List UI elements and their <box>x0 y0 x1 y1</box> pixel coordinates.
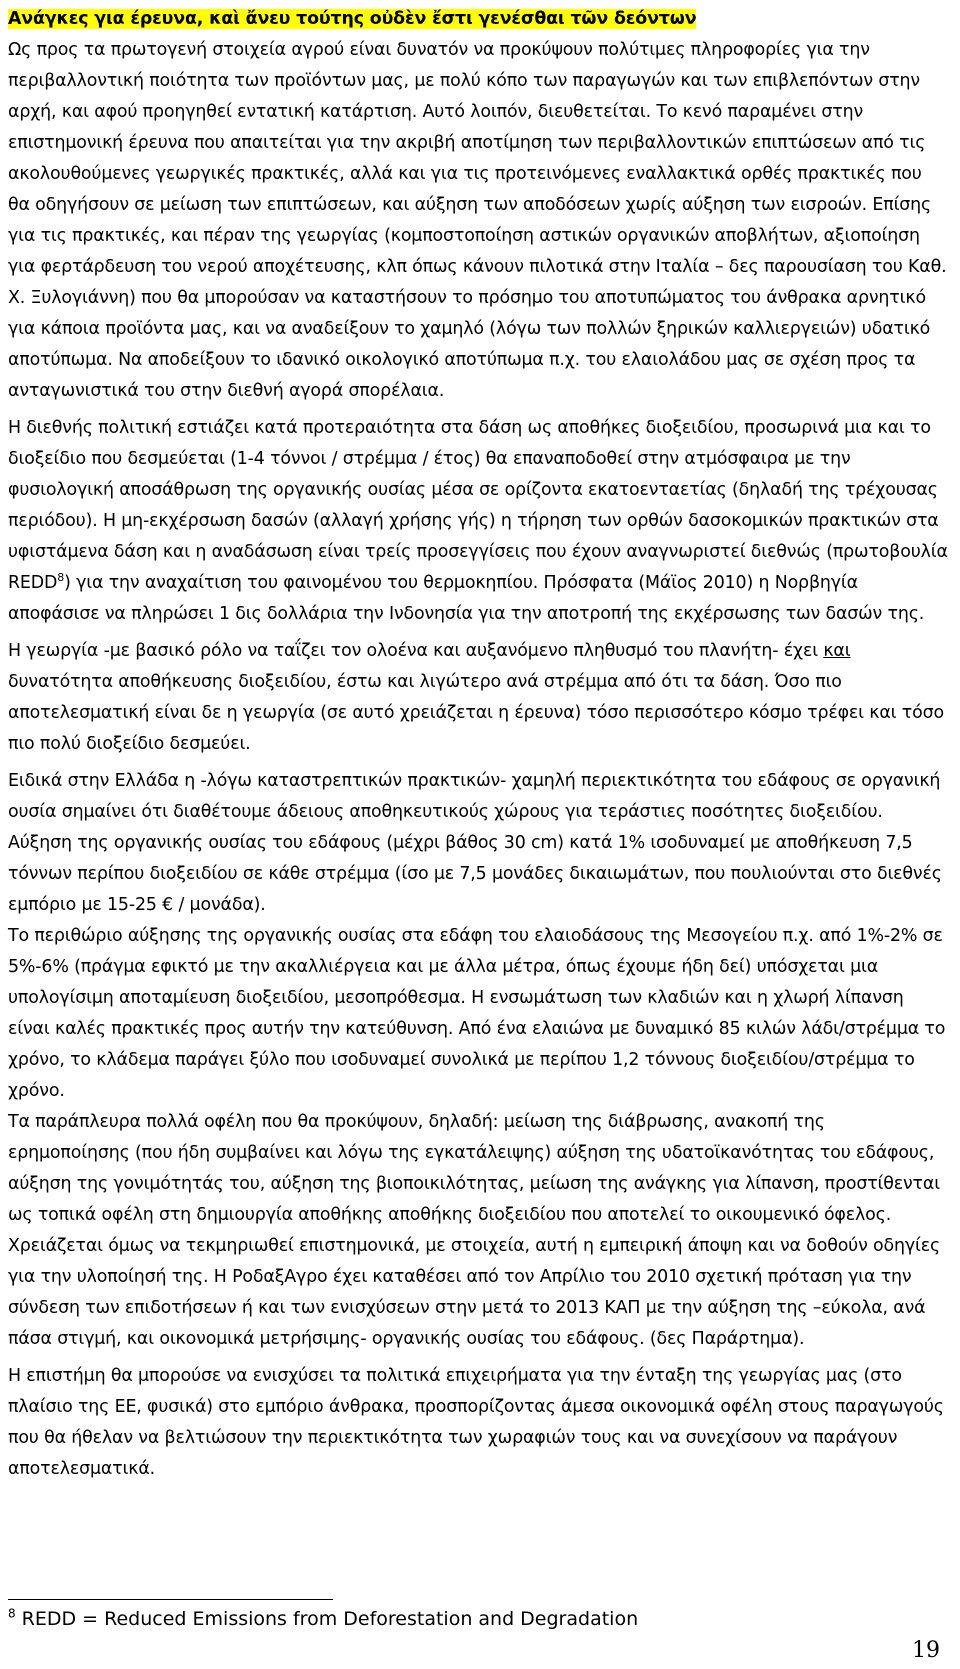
underlined-word: και <box>823 641 851 661</box>
section-heading-line <box>8 4 948 35</box>
footnote-text: REDD = Reduced Emissions from Deforestation and Degradation <box>15 1608 639 1630</box>
paragraph-agriculture-storage-part2: δυνατότητα αποθήκευσης διοξειδίου, έστω και λιγώτερο ανά στρέμμα από ότι τα δάση. Όσο πιο αποτελεσματική είναι δε η γεωργία (σε αυτό χρειάζεται η έρευνα) τόσο περισσότερο κόσμο τρέφει και τόσο πιο πολύ διοξείδιο δεσμεύει. <box>8 672 944 754</box>
page-number: 19 <box>912 1638 940 1663</box>
paragraph-forest-policy-part1: Η διεθνής πολιτική εστιάζει κατά προτεραιότητα στα δάση ως αποθήκες διοξειδίου, προσωρινά μια και το διοξείδιο που δεσμεύεται (1-4 τόννοι / στρέμμα / έτος) θα επαναποδοθεί στην ατμόσφαιρα με την φυσιολογική αποσάθρωση της οργανικής ουσίας μέσα σε ορίζοντα εκατοενταετίας (δηλαδή της τρέχουσας περιόδου). Η μη-εκχέρσωση δασών (αλλαγή χρήσης γής) η τήρηση των ορθών δασοκομικών πρακτικών στα υφιστάμενα δάση και η αναδάσωση είναι τρείς προσεγγίσεις που έχουν αναγνωριστεί διεθνώς (πρωτοβουλία REDD <box>8 418 948 593</box>
paragraph-forest-policy <box>8 413 948 630</box>
footnote-divider <box>8 1599 333 1600</box>
paragraph-side-benefits: Τα παράπλευρα πολλά οφέλη που θα προκύψουν, δηλαδή: μείωση της διάβρωσης, ανακοπή της ερημοποίησης (που ήδη συμβαίνει και λόγω της εγκατάλειψης) αύξηση της υδατοϊκανότητας του εδάφους, αύξηση της γονιμότητάς του, αύξηση της βιοποικιλότητας, μείωση της ανάγκης για λίπανση, προστίθενται ως τοπικά οφέλη στη δημιουργία αποθήκης αποθήκης διοξειδίου που αποτελεί το οικουμενικό όφελος. Χρειάζεται όμως να τεκμηριωθεί επιστημονικά, με στοιχεία, αυτή η εμπειρική άποψη και να δοθούν οδηγίες για την υλοποίησή της. Η ΡοδαξΑγρο έχει καταθέσει από τον Απρίλιο του 2010 σχετική πρόταση για την σύνδεση των επιδοτήσεων ή και των ενισχύσεων στην μετά το 2013 ΚΑΠ με την αύξηση της –εύκολα, ανά πάσα στιγμή, και οικονομικά μετρήσιμης- οργανικής ουσίας του εδάφους. (δες Παράρτημα). <box>8 1112 941 1349</box>
footnote-reference: 8 <box>57 571 65 585</box>
paragraph-forest-policy-part2: ) για την αναχαίτιση του φαινομένου του θερμοκηπίου. Πρόσφατα (Μάϊος 2010) η Νορβηγία αποφάσισε να πληρώσει 1 δις δολλάρια την Ινδονησία για την αποτροπή της εκχέρσωσης των δασών της. <box>8 573 925 624</box>
paragraph-olive-grove: Το περιθώριο αύξησης της οργανικής ουσίας στα εδάφη του ελαιοδάσους της Μεσογείου π.χ. από 1%-2% σε 5%-6% (πράγμα εφικτό με την ακαλλιέργεια και με άλλα μέτρα, όπως έχουμε ήδη δεί) υπόσχεται μια υπολογίσιμη αποταμίευση διοξειδίου, μεσοπρόθεσμα. Η ενσωμάτωση των κλαδιών και η χλωρή λίπανση είναι καλές πρακτικές προς αυτήν την κατεύθυνση. Από ένα ελαιώνα με δυναμικό 85 κιλών λάδι/στρέμμα το χρόνο, το κλάδεμα παράγει ξύλο που ισοδυναμεί συνολικά με περίπου 1,2 τόννους διοξειδίου/στρέμμα το χρόνο. <box>8 926 946 1101</box>
paragraph-greece-soil: Ειδικά στην Ελλάδα η -λόγω καταστρεπτικών πρακτικών- χαμηλή περιεκτικότητα του εδάφους σε οργανική ουσία σημαίνει ότι διαθέτουμε άδειους αποθηκευτικούς χώρους για τεράστιες ποσότητες διοξειδίου. Αύξηση της οργανικής ουσίας του εδάφους (μέχρι βάθος 30 cm) κατά 1% ισοδυναμεί με αποθήκευση 7,5 τόννων περίπου διοξειδίου σε κάθε στρέμμα (ίσο με 7,5 μονάδες δικαιωμάτων, που πουλιούνται στο διεθνές εμπόριο με 15-25 € / μονάδα). <box>8 771 942 915</box>
body-text <box>8 4 948 1485</box>
paragraph-research-gap: Ως προς τα πρωτογενή στοιχεία αγρού είναι δυνατόν να προκύψουν πολύτιμες πληροφορίες για την περιβαλλοντική ποιότητα των προϊόντων μας, με πολύ κόπο των παραγωγών και των επιβλεπόντων στην αρχή, και αφού προηγηθεί εντατική κατάρτιση. Αυτό λοιπόν, διευθετείται. Το κενό παραμένει στην επιστημονική έρευνα που απαιτείται για την ακριβή αποτίμηση των περιβαλλοντικών επιπτώσεων από τις ακολουθούμενες γεωργικές πρακτικές, αλλά και για τις προτεινόμενες εναλλακτικά ορθές πρακτικές που θα οδηγήσουν σε μείωση των επιπτώσεων, και αύξηση των αποδόσεων χωρίς αύξηση των εισροών. Επίσης για τις πρακτικές, και πέραν της γεωργίας (κομποστοποίηση αστικών οργανικών αποβλήτων, αξιοποίηση για φερτάρδευση του νερού αποχέτευσης, κλπ όπως κάνουν πιλοτικά στην Ιταλία – δες παρουσίαση του Καθ. Χ. Ξυλογιάννη) που θα μπορούσαν να καταστήσουν το πρόσημο του αποτυπώματος του άνθρακα αρνητικό για κάποια προϊόντα μας, και να αναδείξουν το χαμηλό (λόγω των πολλών ξηρικών καλλιεργειών) υδατικό αποτύπωμα. Να αποδείξουν το ιδανικό οικολογικό αποτύπωμα π.χ. του ελαιολάδου μας σε σχέση προς τα ανταγωνιστικά του στην διεθνή αγορά σπορέλαια. <box>8 40 947 401</box>
footnote <box>8 1604 638 1634</box>
paragraph-science-role: Η επιστήμη θα μπορούσε να ενισχύσει τα πολιτικά επιχειρήματα για την ένταξη της γεωργίας μας (στο πλαίσιο της ΕΕ, φυσικά) στο εμπόριο άνθρακα, προσπορίζοντας άμεσα οικονομικά οφέλη στους παραγωγούς που θα ήθελαν να βελτιώσουν την περιεκτικότητα των χωραφιών τους και να συνεχίσουν να παράγουν αποτελεσματικά. <box>8 1366 944 1479</box>
paragraph-agriculture-storage-part1: Η γεωργία -με βασικό ρόλο να ταΐζει τον ολοένα και αυξανόμενο πληθυσμό του πλανήτη- έχει <box>8 641 824 661</box>
footnote-marker: 8 <box>8 1606 16 1621</box>
section-heading: Ανάγκες για έρευνα, καὶ ἄνευ τούτης οὐδὲν ἔστι γενέσθαι τῶν δεόντων <box>8 9 697 29</box>
paragraph-agriculture-storage <box>8 636 948 760</box>
